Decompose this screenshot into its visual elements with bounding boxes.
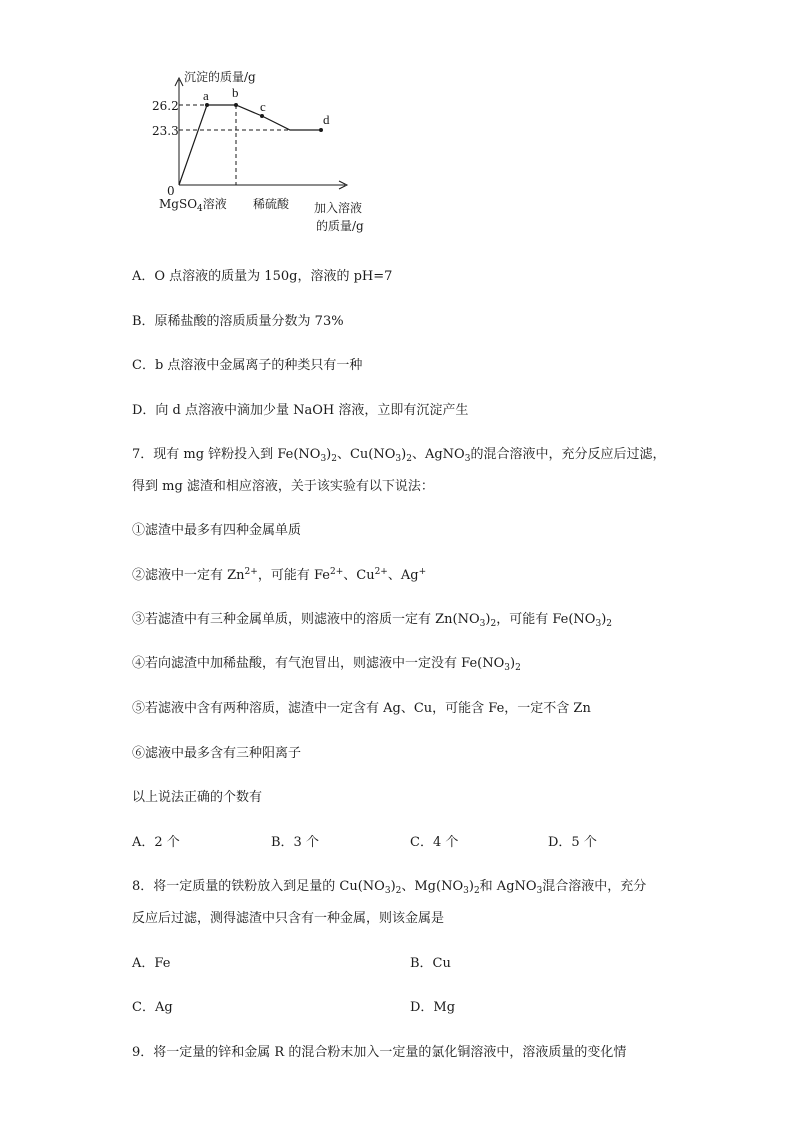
label-a: a	[203, 88, 209, 103]
q6-option-c: C．b 点溶液中金属离子的种类只有一种	[132, 358, 363, 373]
q8-option-c: C．Ag	[132, 1000, 173, 1015]
q8-option-a: A．Fe	[132, 956, 171, 971]
point-a	[205, 103, 209, 107]
q7-statement-3: ③若滤渣中有三种金属单质，则滤液中的溶质一定有 $Zn(NO_3)_2$，可能有 $Fe(NO_3)_2$	[132, 612, 612, 629]
label-d: d	[323, 112, 330, 127]
label-b: b	[232, 85, 239, 100]
q7-statement-6: ⑥滤液中最多含有三种阳离子	[132, 746, 302, 761]
q6-option-a: A．O 点溶液的质量为 150g，溶液的 pH=7	[132, 269, 393, 284]
y-axis-label: 沉淀的质量/g	[184, 70, 256, 84]
label-c: c	[260, 99, 266, 114]
y-tick-23-3: 23.3	[152, 124, 179, 138]
y-tick-26-2: 26.2	[152, 99, 179, 113]
q7-option-a: A．2 个	[132, 835, 180, 850]
q7-statement-1: ①滤渣中最多有四种金属单质	[132, 523, 302, 538]
q6-option-d: D．向 d 点溶液中滴加少量 NaOH 溶液，立即有沉淀产生	[132, 403, 469, 418]
origin-label: 0	[167, 184, 175, 198]
q7-option-c: C．4 个	[410, 835, 459, 850]
point-b	[234, 103, 238, 107]
q7-statement-2: ②滤液中一定有 $Zn^{2+}$，可能有 $Fe^{2+}$、$Cu^{2+}$、Ag+	[132, 567, 427, 583]
precipitate-mass-graph	[0, 60, 794, 310]
q7-stem-line1: 7．现有 mg 锌粉投入到 $Fe(NO_3)_2$、$Cu(NO_3)_2$、AgNO$_3$的混合溶液中，充分反应后过滤，	[132, 447, 666, 464]
x-segment-dilute-sulfuric: 稀硫酸	[253, 197, 290, 211]
x-segment-mgso4: MgSO$_4$溶液	[159, 197, 227, 214]
q7-stem-line2: 得到 mg 滤渣和相应溶液，关于该实验有以下说法：	[132, 479, 434, 494]
q8-option-d: D．Mg	[410, 1000, 456, 1015]
q8-stem-line1: 8．将一定质量的铁粉放入到足量的 $Cu(NO_3)_2$、$Mg(NO_3)_2$和 AgNO$_3$混合溶液中，充分	[132, 879, 647, 896]
q7-option-d: D．5 个	[548, 835, 597, 850]
x-axis-label-line2: 的质量/g	[316, 219, 364, 233]
data-curve	[179, 105, 321, 185]
q9-stem-line1: 9．将一定量的锌和金属 R 的混合粉末加入一定量的氯化铜溶液中，溶液质量的变化情	[132, 1045, 627, 1060]
q7-statement-5: ⑤若滤液中含有两种溶质，滤渣中一定含有 Ag、Cu，可能含 Fe，一定不含 Zn	[132, 701, 591, 716]
q7-option-b: B．3 个	[271, 835, 319, 850]
q8-option-b: B．Cu	[410, 956, 451, 971]
point-c	[260, 114, 264, 118]
q8-stem-line2: 反应后过滤，测得滤渣中只含有一种金属，则该金属是	[132, 911, 445, 926]
q7-statement-4: ④若向滤渣中加稀盐酸，有气泡冒出，则滤液中一定没有 $Fe(NO_3)_2$	[132, 656, 521, 673]
x-axis-label-line1: 加入溶液	[314, 201, 363, 215]
q6-option-b: B．原稀盐酸的溶质质量分数为 73%	[132, 314, 344, 329]
q7-question: 以上说法正确的个数有	[132, 790, 263, 805]
point-d	[319, 128, 323, 132]
